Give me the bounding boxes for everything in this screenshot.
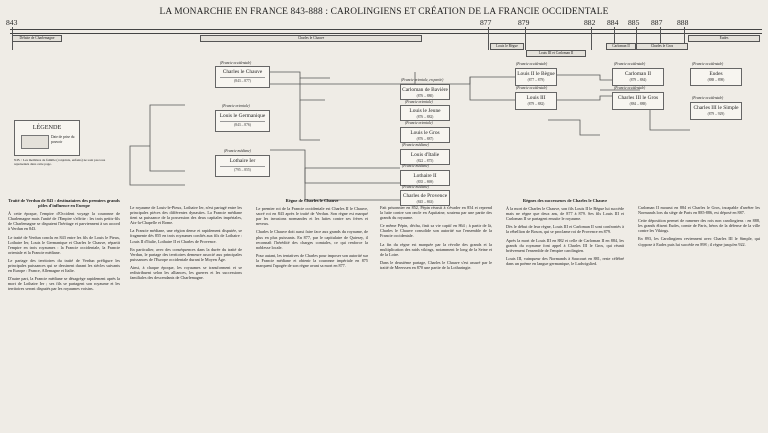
year-888: 888 [677, 18, 689, 27]
paragraph: Ce même Pépin, déchu, finit sa vie captif en 864 ; à partir de là, Charles le Chauve consolide son autorité sur l'ensemble de la Francie occidentale. [380, 223, 492, 239]
paragraph: Dès le début de leur règne, Louis III et Carloman II sont confrontés à la rébellion de Boson, qui se proclame roi de Provence en 879. [506, 224, 624, 235]
paragraph: Fait prisonnier en 852, Pépin réussit à s'évader en 854 et reprend la lutte contre son oncle en Aquitaine, soutenu par une partie des grands du royaume. [380, 205, 492, 221]
legend-swatch-text: Date de prise du pouvoir [51, 135, 75, 144]
paragraph: À la mort de Charles le Chauve, son fils Louis II le Bègue lui succède mais ne règne que deux ans, de 877 à 879. Ses fils Louis III et Carloman II se partagent ensuite le royaume. [506, 206, 624, 222]
paragraph: Ainsi, à chaque époque, les royaumes se transforment et se redistribuent selon les alliances, les guerres et les successions familiales des descendants de Charlemagne. [130, 264, 242, 281]
realm-label: (Francie orientale, en partie) [401, 78, 444, 82]
box-louis-le-germanique: Louis le Germanique (843 – 876) [215, 110, 270, 132]
year-885: 885 [628, 18, 640, 27]
year-884: 884 [607, 18, 619, 27]
box-louis-le-jeune: Louis le Jeune (876 – 882) [400, 105, 450, 121]
text-column-4 [380, 205, 492, 433]
paragraph: Pour autant, les tentatives de Charles pour imposer son autorité sur la Francie médiane et obtenir la couronne impériale en 875 marquent l'apogée de son règne avant sa mort en 877. [256, 252, 368, 269]
box-charles-de-provence: Charles de Provence (845 – 863) [400, 190, 450, 206]
legend-title: LÉGENDE [32, 124, 62, 131]
box-carloman-de-baviere: Carloman de Bavière (876 – 880) [400, 84, 450, 100]
box-lothaire-ier: Lothaire Ier (795 – 855) [215, 155, 270, 177]
paragraph: D'autre part, la Francie médiane se désagrège rapidement après la mort de Lothaire Ier ; ses fils se partagent son royaume et les territoires seront disputés par les royaumes voisins. [8, 276, 120, 292]
box-louis-d-italie: Louis d'Italie (822 – 875) [400, 149, 450, 165]
realm-label: (Francie occidentale) [614, 86, 646, 90]
box-louis-le-gros: Louis le Gros (876 – 887) [400, 127, 450, 143]
realm-label: (Francie médiane) [224, 149, 251, 153]
text-column-6 [638, 205, 760, 433]
paragraph: Le traité de Verdun conclu en 843 entre les fils de Louis le Pieux, Lothaire Ier, Louis le Germanique et Charles le Chauve, répartit l'empire en trois royaumes : la Francie occidentale, la Francie orientale et la Francie médiane. [8, 234, 120, 255]
box-eudes: Eudes (888 – 898) [690, 68, 742, 86]
paragraph: Après la mort de Louis III en 882 et celle de Carloman II en 884, les grands du royaume font appel à Charles III le Gros, qui réunit brièvement l'ensemble de l'empire carolingien. [506, 237, 624, 253]
box-carloman-ii: Carloman II (879 – 884) [612, 68, 664, 86]
paragraph: Le premier roi de la Francie occidentale est Charles II le Chauve, sacré roi en 843 après le traité de Verdun. Son règne est marqué par les invasions normandes et les luttes contre ses frères et neveux. [256, 206, 368, 227]
column-heading: Traité de Verdun de 843 : destinataires des premiers grands pôles d'influence en Europe [8, 198, 120, 209]
timeline-segment: Eudes [688, 35, 760, 42]
text-column-5 [506, 198, 624, 426]
paragraph: Carloman II mourut en 884 et Charles le Gros, incapable d'arrêter les Normands lors du siège de Paris en 885-886, est déposé en 887. [638, 205, 760, 216]
year-843: 843 [6, 18, 18, 27]
paragraph: Cette déposition permet de ramener des rois non carolingiens : en 888, les grands élisent Eudes, comte de Paris, héros de la défense de la ville contre les Vikings. [638, 218, 760, 234]
realm-label: (Francie occidentale) [692, 62, 724, 66]
box-lothaire-ii: Lothaire II (835 – 869) [400, 170, 450, 186]
realm-label: (Francie médiane) [402, 164, 429, 168]
text-column-1 [8, 198, 120, 426]
realm-label: (Francie occidentale) [692, 96, 724, 100]
realm-label: (Francie orientale) [405, 100, 433, 104]
realm-label: (Francie occidentale) [516, 62, 548, 66]
box-louis-ii-le-begue: Louis II le Bègue (877 – 879) [515, 68, 557, 86]
paragraph: Louis III, vainqueur des Normands à Saucourt en 881, reste célébré dans un poème en langue germanique, le Ludwigslied. [506, 255, 624, 266]
year-887: 887 [651, 18, 663, 27]
realm-label: (Francie orientale) [405, 121, 433, 125]
timeline-segment: Charles le Gros [636, 43, 688, 50]
realm-label: (Francie occidentale) [614, 62, 646, 66]
realm-label: (Francie médiane) [402, 185, 429, 189]
text-column-3 [256, 198, 368, 426]
year-882: 882 [584, 18, 596, 27]
box-charles-le-chauve: Charles le Chauve (843 – 877) [215, 66, 270, 88]
paragraph: Charles le Chauve doit aussi faire face aux grands du royaume, de plus en plus puissants. En 877, par le capitulaire de Quierzy, il reconnaît l'hérédité des charges comtales, ce qui renforce la noblesse locale. [256, 229, 368, 250]
year-877: 877 [480, 18, 492, 27]
box-charles-iii-le-simple: Charles III le Simple (879 – 929) [690, 102, 742, 120]
paragraph: À cette époque, l'empire d'Occident voyage la couronne de Charlemagne mais l'unité de l'Empire s'effrite : les trois petits-fils de Charlemagne se disputent l'héritage et parviennent à un accord à Verdun en 843. [8, 211, 120, 232]
paragraph: Le partage des territoires du traité de Verdun préfigure les principales puissances qui se dessinent durant les siècles suivants en Europe : France, Allemagne et Italie. [8, 257, 120, 274]
page-title: LA MONARCHIE EN FRANCE 843-888 : CAROLINGIENS ET CRÉATION DE LA FRANCIE OCCIDENTALE [159, 7, 609, 17]
timeline-segment: Louis III et Carloman II [526, 50, 586, 57]
paragraph: La fin du règne est marquée par la révolte des grands et la multiplication des raids vikings, notamment le long de la Seine et de la Loire. [380, 241, 492, 257]
text-column-2 [130, 205, 242, 433]
box-charles-iii-le-gros: Charles III le Gros (884 – 888) [612, 92, 664, 110]
family-note: N.B. : Les membres de famille (conjoints, enfants) ne sont pas tous représentés dans cette page. [14, 158, 106, 167]
timeline-segment: Défaite de Charlemagne [12, 35, 62, 42]
timeline-segment: Louis le Bègue [490, 43, 524, 50]
paragraph: La Francie médiane, une région dense et rapidement disputée, se fragmente dès 855 en trois royaumes confiés aux fils de Lothaire : Louis II d'Italie, Lothaire II et Charles de Provence. [130, 228, 242, 244]
realm-label: (Francie occidentale) [220, 61, 252, 65]
year-879: 879 [518, 18, 530, 27]
realm-label: (Francie occidentale) [516, 86, 548, 90]
box-louis-iii: Louis III (879 – 882) [515, 92, 557, 110]
timeline-segment: Carloman II [606, 43, 636, 50]
paragraph: Le royaume de Louis-le-Pieux, Lothaire Ier, n'est partagé entre les principales pièces des différentes dynasties. La Francie médiane tient sa puissance de la possession des deux capitales impériales, Aix-la-Chapelle et Rome. [130, 205, 242, 226]
realm-label: (Francie médiane) [402, 143, 429, 147]
legend [14, 120, 80, 156]
paragraph: Dans le deuxième partage, Charles le Chauve s'est assuré par le traité de Meerssen en 870 une partie de la Lotharingie. [380, 259, 492, 270]
paragraph: En particulier, avec des conséquences dans la durée du traité de Verdun, le partage des territoires demeure associé aux principales puissances de l'Europe occidentale durant le Moyen Âge. [130, 246, 242, 262]
paragraph: En 893, les Carolingiens reviennent avec Charles III le Simple, qui s'oppose à Eudes puis lui succède en 898 ; il règne jusqu'en 922. [638, 236, 760, 247]
realm-label: (Francie orientale) [222, 104, 250, 108]
legend-swatch [21, 135, 49, 149]
column-heading: Règne de Charles le Chauve [285, 198, 339, 203]
timeline-segment: Charles le Chauve [200, 35, 422, 42]
column-heading: Règnes des successeurs de Charles le Chauve [522, 198, 608, 203]
